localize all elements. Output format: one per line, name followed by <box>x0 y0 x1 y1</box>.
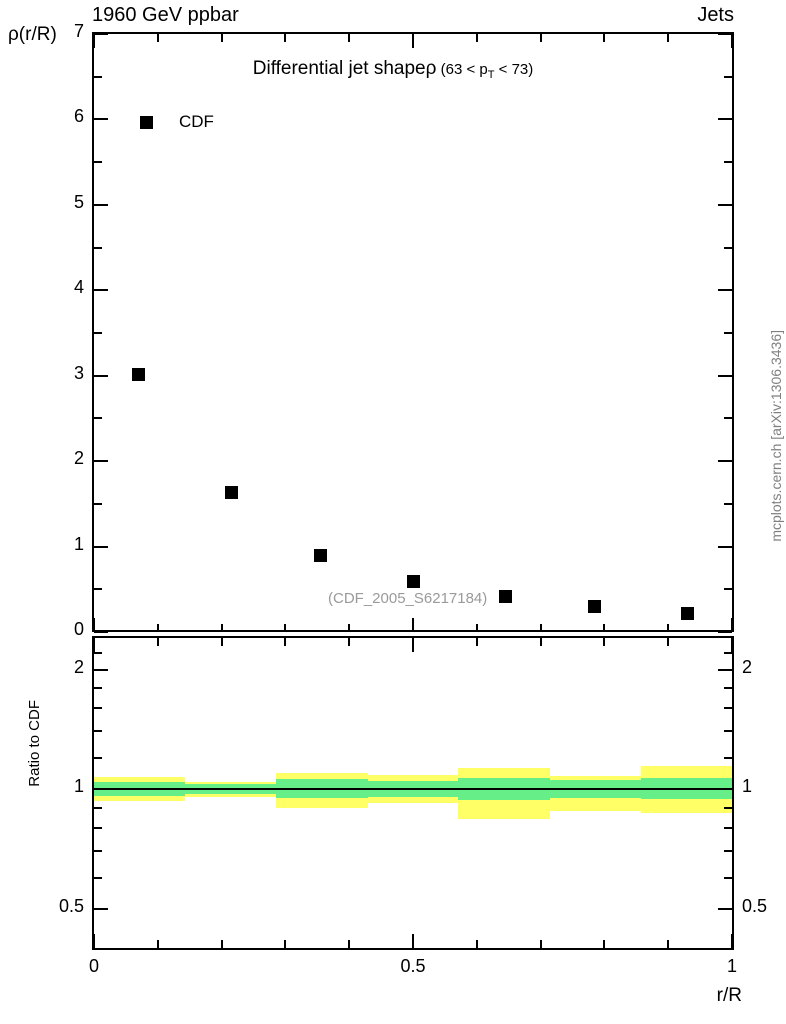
y-minor-tick-ratio <box>94 757 102 759</box>
x-minor-tick-main-top <box>603 34 605 42</box>
x-minor-tick-main <box>603 624 605 632</box>
x-minor-tick-main <box>476 624 478 632</box>
y-tick-label-ratio-right: 2 <box>742 656 753 677</box>
x-minor-tick-main-top <box>540 34 542 42</box>
y-tick-main-right <box>718 460 732 462</box>
data-point-marker <box>499 590 512 603</box>
y-minor-tick-ratio-right <box>724 877 732 879</box>
y-minor-tick-main <box>94 332 102 334</box>
analysis-id-watermark: (CDF_2005_S6217184) <box>328 590 488 607</box>
y-minor-tick-ratio <box>94 877 102 879</box>
x-minor-tick-main <box>348 624 350 632</box>
y-tick-label-main: 0 <box>73 619 84 639</box>
y-tick-ratio <box>94 908 108 910</box>
data-point-marker <box>588 600 601 613</box>
x-minor-tick-main <box>284 624 286 632</box>
y-axis-label-main: ρ(r/R) <box>8 24 57 45</box>
plot-title-range-pre: (63 < p <box>440 61 488 78</box>
legend-marker-cdf <box>140 116 153 129</box>
x-tick-main <box>412 618 414 632</box>
y-tick-label-main: 5 <box>73 191 84 212</box>
y-tick-main-right <box>718 118 732 120</box>
legend-label-cdf: CDF <box>179 112 214 131</box>
plot-title <box>0 58 786 81</box>
y-minor-tick-ratio-right <box>724 807 732 809</box>
y-minor-tick-ratio-right <box>724 707 732 709</box>
plot-title-symbol: ρ <box>425 58 437 79</box>
y-minor-tick-ratio-right <box>724 850 732 852</box>
y-tick-main <box>94 204 108 206</box>
x-tick-main <box>93 618 95 632</box>
x-minor-tick-main <box>667 624 669 632</box>
x-minor-tick-ratio <box>603 940 605 948</box>
y-minor-tick-ratio-right <box>724 687 732 689</box>
y-tick-ratio-right <box>718 788 732 790</box>
x-tick-main-top <box>93 34 95 48</box>
y-minor-tick-main-right <box>724 161 732 163</box>
y-tick-label-ratio: 1 <box>73 776 84 797</box>
y-tick-main-right <box>718 375 732 377</box>
y-tick-label-ratio-right: 1 <box>742 776 753 797</box>
x-tick-main-top <box>412 34 414 48</box>
x-minor-tick-main-top <box>348 34 350 42</box>
y-tick-main <box>94 33 108 35</box>
y-tick-ratio-right <box>718 669 732 671</box>
y-minor-tick-main <box>94 247 102 249</box>
y-tick-main <box>94 118 108 120</box>
data-point-marker <box>407 575 420 588</box>
x-tick-ratio-top <box>93 638 95 652</box>
y-minor-tick-main-right <box>724 332 732 334</box>
y-minor-tick-ratio <box>94 807 102 809</box>
y-tick-ratio-right <box>718 908 732 910</box>
header-right-label: Jets <box>697 4 734 26</box>
y-minor-tick-ratio <box>94 652 102 654</box>
source-credit: mcplots.cern.ch [arXiv:1306.3436] <box>768 330 784 542</box>
y-tick-ratio <box>94 788 108 790</box>
x-minor-tick-main <box>540 624 542 632</box>
y-tick-label-main: 1 <box>73 533 84 554</box>
y-tick-main <box>94 460 108 462</box>
y-minor-tick-main-right <box>724 417 732 419</box>
y-minor-tick-main-right <box>724 503 732 505</box>
y-tick-main-right <box>718 204 732 206</box>
plot-title-range-post: < 73) <box>494 61 534 78</box>
y-tick-label-main: 6 <box>73 106 84 127</box>
y-tick-label-ratio: 2 <box>73 656 84 677</box>
x-minor-tick-ratio <box>476 940 478 948</box>
x-minor-tick-ratio-top <box>731 638 733 646</box>
y-tick-label-main: 7 <box>73 21 84 41</box>
x-minor-tick-main-top <box>284 34 286 42</box>
x-tick-ratio-top <box>412 638 414 652</box>
legend <box>140 112 214 132</box>
y-minor-tick-ratio <box>94 707 102 709</box>
y-axis-label-ratio: Ratio to CDF <box>26 700 43 787</box>
x-minor-tick-main-top <box>731 34 733 42</box>
data-point-marker <box>132 368 145 381</box>
x-minor-tick-main <box>157 624 159 632</box>
y-minor-tick-ratio <box>94 687 102 689</box>
x-tick-label: 0 <box>88 956 99 976</box>
x-minor-tick-ratio <box>731 940 733 948</box>
y-tick-main <box>94 546 108 548</box>
x-tick-label: 0.5 <box>400 956 426 976</box>
x-minor-tick-ratio-top <box>540 638 542 646</box>
y-tick-main <box>94 289 108 291</box>
y-minor-tick-main <box>94 417 102 419</box>
y-tick-main <box>94 375 108 377</box>
y-tick-label-main: 4 <box>73 277 84 298</box>
x-minor-tick-main-top <box>221 34 223 42</box>
y-minor-tick-main <box>94 588 102 590</box>
y-tick-label-main: 2 <box>73 448 84 469</box>
x-minor-tick-ratio <box>284 940 286 948</box>
y-tick-label-ratio: 0.5 <box>58 896 84 917</box>
y-tick-main-right <box>718 289 732 291</box>
x-minor-tick-ratio-top <box>221 638 223 646</box>
y-minor-tick-main <box>94 76 102 78</box>
data-point-marker <box>225 486 238 499</box>
y-tick-ratio <box>94 669 108 671</box>
x-minor-tick-ratio <box>348 940 350 948</box>
x-axis-label: r/R <box>716 985 742 1006</box>
y-tick-main-right <box>718 546 732 548</box>
y-tick-main-right <box>718 33 732 35</box>
x-tick-ratio <box>412 934 414 948</box>
y-minor-tick-main <box>94 503 102 505</box>
x-tick-label: 1 <box>726 956 737 976</box>
header-left-label: 1960 GeV ppbar <box>92 4 239 26</box>
y-tick-main <box>94 631 108 633</box>
x-minor-tick-main <box>731 624 733 632</box>
ratio-reference-line <box>94 788 732 790</box>
plot-title-range-sub: T <box>487 69 495 81</box>
x-minor-tick-ratio <box>540 940 542 948</box>
plot-title-text: Differential jet shape <box>252 58 426 79</box>
y-tick-label-main: 3 <box>73 362 84 383</box>
y-minor-tick-ratio-right <box>724 730 732 732</box>
x-tick-ratio <box>93 934 95 948</box>
y-minor-tick-main-right <box>724 76 732 78</box>
x-minor-tick-ratio-top <box>284 638 286 646</box>
x-minor-tick-ratio-top <box>157 638 159 646</box>
y-minor-tick-ratio-right <box>724 827 732 829</box>
data-point-marker <box>681 607 694 620</box>
y-minor-tick-ratio <box>94 827 102 829</box>
x-minor-tick-ratio <box>667 940 669 948</box>
y-minor-tick-ratio <box>94 730 102 732</box>
x-minor-tick-main-top <box>667 34 669 42</box>
y-minor-tick-ratio <box>94 850 102 852</box>
data-point-marker <box>314 549 327 562</box>
x-minor-tick-ratio <box>157 940 159 948</box>
y-minor-tick-ratio-right <box>724 652 732 654</box>
y-tick-label-ratio-right: 0.5 <box>742 896 768 917</box>
x-minor-tick-ratio <box>221 940 223 948</box>
x-minor-tick-ratio-top <box>348 638 350 646</box>
y-minor-tick-ratio-right <box>724 757 732 759</box>
plot-title-range <box>436 61 534 81</box>
x-minor-tick-main-top <box>476 34 478 42</box>
x-minor-tick-ratio-top <box>476 638 478 646</box>
y-minor-tick-main <box>94 161 102 163</box>
x-minor-tick-main-top <box>157 34 159 42</box>
x-minor-tick-ratio-top <box>667 638 669 646</box>
x-minor-tick-main <box>221 624 223 632</box>
y-minor-tick-main-right <box>724 247 732 249</box>
x-minor-tick-ratio-top <box>603 638 605 646</box>
y-tick-main-right <box>718 631 732 633</box>
y-minor-tick-main-right <box>724 588 732 590</box>
